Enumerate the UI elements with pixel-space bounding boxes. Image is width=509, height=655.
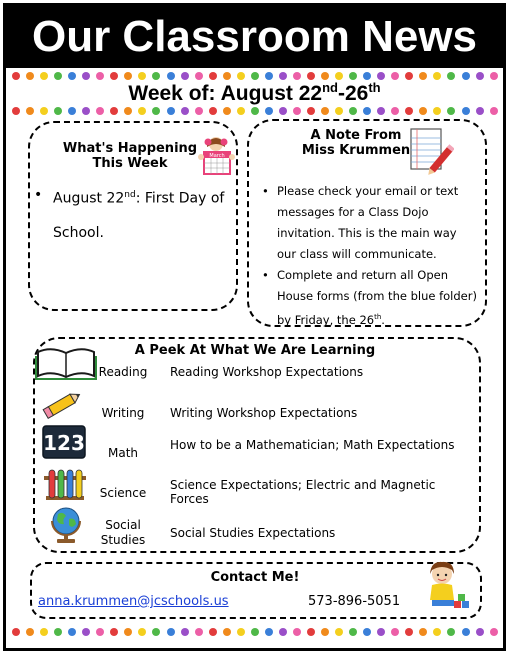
teacher-note-title: A Note From Miss Krummen [301,128,411,158]
dot [138,72,146,80]
dot [476,107,484,115]
dot [40,107,48,115]
dot [265,107,273,115]
subject-math: Math [107,446,139,460]
dot [490,72,498,80]
dot [447,628,455,636]
dot [124,107,132,115]
dot [391,628,399,636]
dot [82,107,90,115]
dot [363,628,371,636]
contact-title: Contact Me! [210,570,300,585]
dot [476,628,484,636]
dot [251,628,259,636]
svg-text:123: 123 [43,431,85,455]
dot [68,72,76,80]
dot [110,107,118,115]
dot [40,72,48,80]
dot [391,72,399,80]
dot [251,72,259,80]
calendar-girl-icon [196,135,236,179]
dot [209,107,217,115]
desc-science: Science Expectations; Electric and Magnetic Forces [170,478,436,506]
dot [490,628,498,636]
dot [279,628,287,636]
desc-writing: Writing Workshop Expectations [170,406,358,420]
dot [377,107,385,115]
phone-number: 573-896-5051 [308,594,401,609]
desc-social-studies: Social Studies Expectations [170,526,336,540]
subject-reading: Reading [98,365,148,379]
dot [68,628,76,636]
dot [167,107,175,115]
dot [363,72,371,80]
dot [167,72,175,80]
dot [391,107,399,115]
happening-list: • August 22nd: First Day of School. [34,178,230,250]
dot [167,628,175,636]
math-numbers-icon [42,425,86,459]
desc-reading: Reading Workshop Expectations [170,365,364,379]
dot [237,72,245,80]
dot [335,107,343,115]
learning-title: A Peek At What We Are Learning [134,343,376,358]
dot [321,628,329,636]
dot [12,628,20,636]
dot [209,72,217,80]
dot [335,72,343,80]
dot [26,107,34,115]
dot [490,107,498,115]
dot [377,628,385,636]
test-tubes-icon [42,466,88,502]
dot [419,107,427,115]
dot [349,72,357,80]
dot [181,107,189,115]
dot-border-bottom [12,628,498,637]
whats-happening-title: What's Happening This Week [62,141,198,171]
desc-math: How to be a Mathematician; Math Expectations [170,438,455,452]
note-item-forms: • Complete and return all Open House forms (from the blue folder) by Friday, the 26th. [262,268,477,327]
dot [293,107,301,115]
svg-text:March: March [209,153,225,159]
dot [377,72,385,80]
week-of-heading: Week of: August 22nd-26th [128,80,381,105]
dot [405,107,413,115]
dot [279,107,287,115]
dot [279,72,287,80]
dot [433,107,441,115]
dot [462,107,470,115]
dot [349,107,357,115]
dot [54,107,62,115]
dot [349,628,357,636]
dot [68,107,76,115]
dot [307,107,315,115]
dot [124,72,132,80]
dot [124,628,132,636]
dot [307,72,315,80]
dot [405,72,413,80]
dot [195,72,203,80]
dot [462,628,470,636]
dot [293,628,301,636]
dot [251,107,259,115]
dot [419,628,427,636]
dot [181,72,189,80]
dot [209,628,217,636]
dot [195,107,203,115]
dot [237,628,245,636]
dot [195,628,203,636]
dot [223,628,231,636]
dot [335,628,343,636]
dot [321,107,329,115]
subject-social-studies: Social Studies [100,518,146,547]
subject-science: Science [99,486,147,500]
dot [181,628,189,636]
dot [26,628,34,636]
dot [447,107,455,115]
globe-icon [48,505,84,545]
dot [447,72,455,80]
dot [40,628,48,636]
dot [96,628,104,636]
notepad-pencil-icon [408,126,454,178]
happening-item: August 22nd: First Day of School. [53,190,225,241]
dot [265,628,273,636]
dot [152,107,160,115]
dot [138,628,146,636]
dot [293,72,301,80]
dot [54,72,62,80]
girl-with-blocks-icon [420,560,472,612]
dot [54,628,62,636]
dot [12,107,20,115]
dot [405,628,413,636]
dot [476,72,484,80]
dot [110,628,118,636]
dot [223,72,231,80]
email-link[interactable]: anna.krummen@jcschools.us [38,594,229,609]
teacher-note-list [262,181,477,331]
dot [96,107,104,115]
pencil-icon [42,389,84,419]
dot [26,72,34,80]
subject-writing: Writing [101,406,145,420]
dot [223,107,231,115]
dot [237,107,245,115]
dot [12,72,20,80]
dot [110,72,118,80]
dot [363,107,371,115]
dot-border-under-week [12,107,498,116]
dot [82,72,90,80]
dot [96,72,104,80]
note-item-dojo: • Please check your email or text messages for a Class Dojo invitation. This is the main way our class will communicate. [262,184,459,261]
dot [152,72,160,80]
newsletter-title: Our Classroom News [6,6,503,68]
dot [265,72,273,80]
dot [152,628,160,636]
dot [138,107,146,115]
dot [321,72,329,80]
dot [419,72,427,80]
dot [307,628,315,636]
dot [462,72,470,80]
dot [433,628,441,636]
dot [82,628,90,636]
dot [433,72,441,80]
